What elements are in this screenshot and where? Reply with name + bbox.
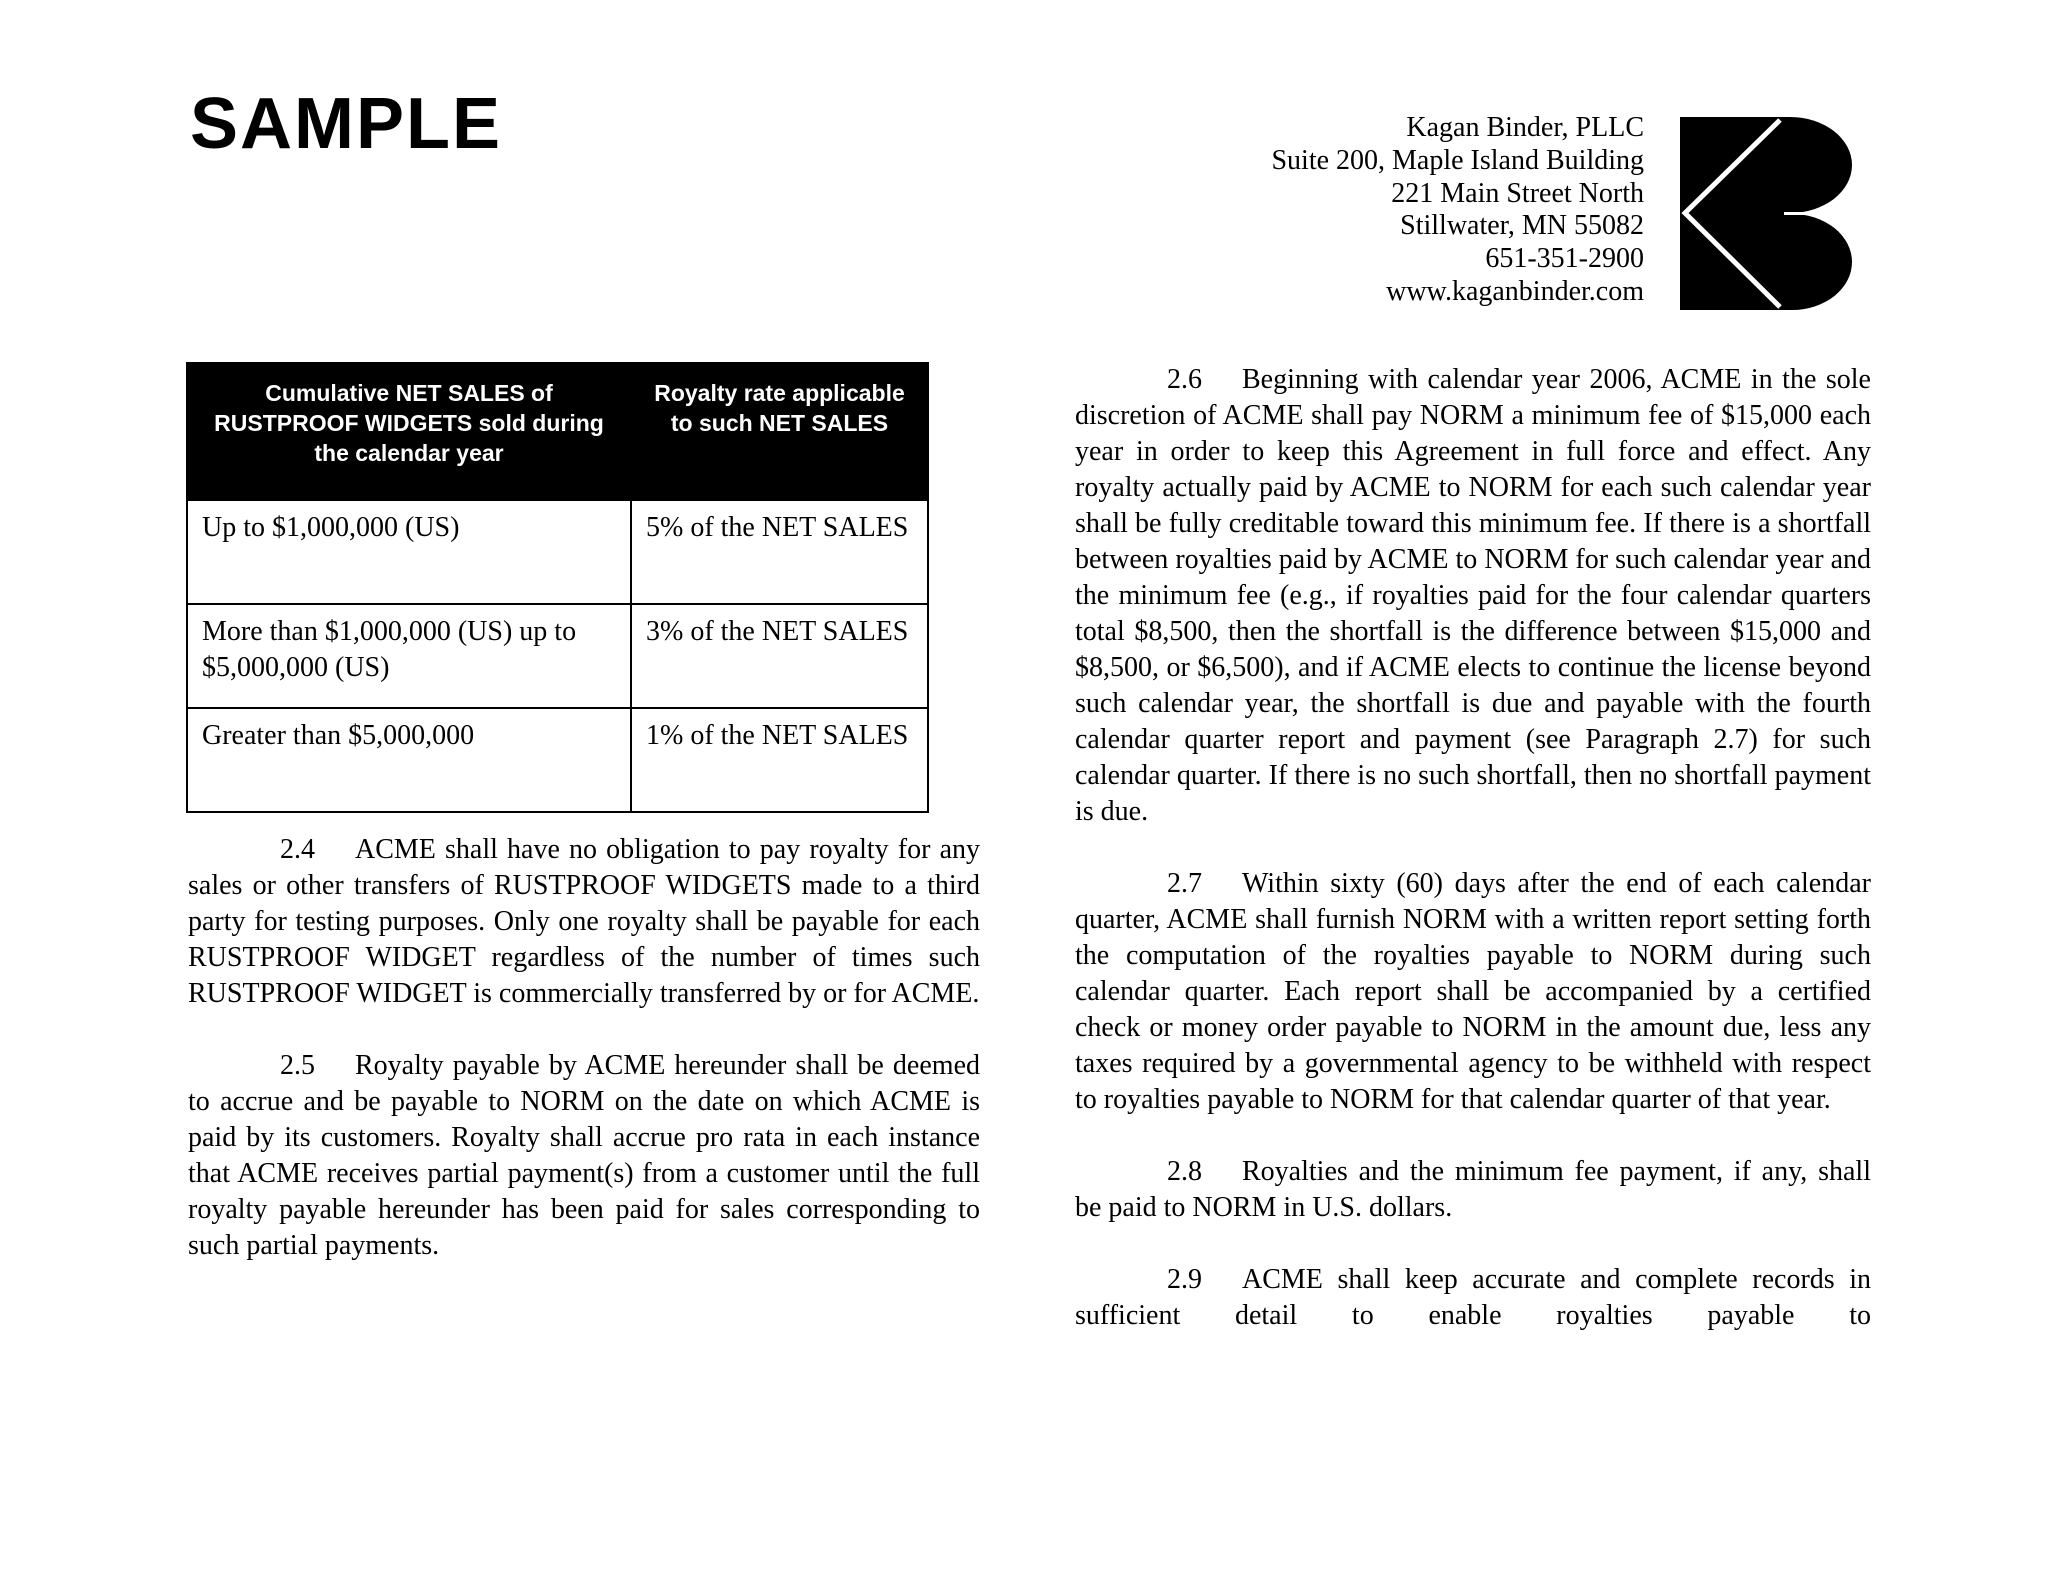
right-column [1075,362,1871,1370]
net-sales-tier: Greater than $5,000,000 [187,708,631,812]
firm-street: 221 Main Street North [1391,177,1644,209]
firm-phone: 651-351-2900 [1485,243,1644,275]
firm-name: Kagan Binder, PLLC [1406,112,1644,143]
paragraph-number: 2.9 [1167,1264,1202,1295]
paragraph-2-4 [188,832,980,1012]
table-row [187,604,928,708]
sample-watermark: SAMPLE [190,84,503,164]
header-cumulative-net-sales: Cumulative NET SALES of RUSTPROOF WIDGETS sold during the calendar year [187,363,631,500]
paragraph-2-8 [1075,1154,1871,1226]
paragraph-text: Royalty payable by ACME hereunder shall be deemed to accrue and be payable to NORM on the date on which ACME is paid by its customers. Royalty shall accrue pro rata in each instance that ACME receives partial payment(s) from a customer until the full royalty payable hereunder has been paid for sales corresponding to such partial payments. [188,1050,980,1261]
paragraph-text: Within sixty (60) days after the end of each calendar quarter, ACME shall furnish NORM with a written report setting forth the computation of the royalties payable to NORM during such calendar quarter. Each report shall be accompanied by a certified check or money order payable to NORM in the amount due, less any taxes required by a governmental agency to be withheld with respect to royalties payable to NORM for that calendar quarter of that year. [1075,868,1871,1115]
royalty-rate: 1% of the NET SALES [631,708,928,812]
net-sales-tier: More than $1,000,000 (US) up to $5,000,000 (US) [187,604,631,708]
left-column [188,832,980,1300]
table-row [187,500,928,604]
paragraph-2-9 [1075,1262,1871,1334]
net-sales-tier: Up to $1,000,000 (US) [187,500,631,604]
paragraph-2-7 [1075,866,1871,1118]
firm-city: Stillwater, MN 55082 [1400,210,1644,242]
royalty-rate-table [186,362,929,813]
header-royalty-rate: Royalty rate applicable to such NET SALES [631,363,928,500]
kb-logo-icon [1680,117,1852,310]
firm-website: www.kaganbinder.com [1386,275,1644,307]
paragraph-2-5 [188,1048,980,1264]
royalty-rate: 5% of the NET SALES [631,500,928,604]
paragraph-text: ACME shall keep accurate and complete records in sufficient detail to enable royalties payable to [1075,1264,1871,1331]
paragraph-number: 2.4 [280,834,315,865]
paragraph-text: Royalties and the minimum fee payment, if any, shall be paid to NORM in U.S. dollars. [1075,1156,1871,1223]
firm-suite: Suite 200, Maple Island Building [1271,144,1644,176]
royalty-rate: 3% of the NET SALES [631,604,928,708]
table-row [187,708,928,812]
paragraph-number: 2.8 [1167,1156,1202,1187]
paragraph-text: Beginning with calendar year 2006, ACME in the sole discretion of ACME shall pay NORM a minimum fee of $15,000 each year in order to keep this Agreement in full force and effect. Any royalty actually paid by ACME to NORM for each such calendar year shall be fully creditable toward this minimum fee. If there is a shortfall between royalties paid by ACME to NORM for such calendar year and the minimum fee (e.g., if royalties paid for the four calendar quarters total $8,500, then the shortfall is the difference between $15,000 and $8,500, or $6,500), and if ACME elects to continue the license beyond such calendar year, the shortfall is due and payable with the fourth calendar quarter report and payment (see Paragraph 2.7) for such calendar quarter. If there is no such shortfall, then no shortfall payment is due. [1075,364,1871,827]
table-header-row [187,363,928,500]
paragraph-number: 2.5 [280,1050,315,1081]
firm-address [1271,112,1644,309]
paragraph-number: 2.7 [1167,868,1202,899]
paragraph-2-6 [1075,362,1871,830]
paragraph-text: ACME shall have no obligation to pay royalty for any sales or other transfers of RUSTPROOF WIDGETS made to a third party for testing purposes. Only one royalty shall be payable for each RUSTPROOF WIDGET regardless of the number of times such RUSTPROOF WIDGET is commercially transferred by or for ACME. [188,834,980,1009]
paragraph-number: 2.6 [1167,364,1202,395]
